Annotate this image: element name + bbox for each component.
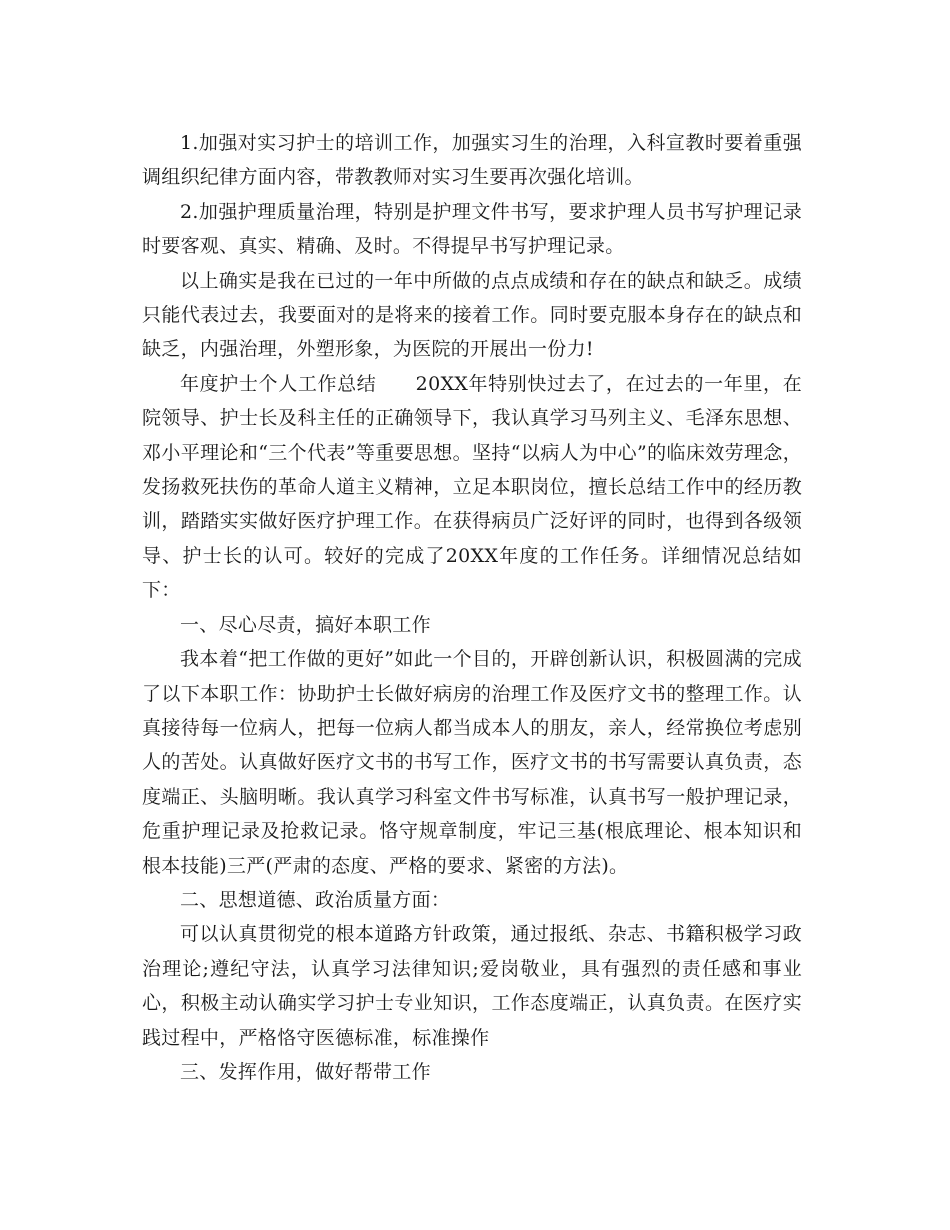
paragraph-duty: 我本着“把工作做的更好”如此一个目的，开辟创新认识，积极圆满的完成了以下本职工作：协助护士长做好病房的治理工作及医疗文书的整理工作。认真接待每一位病人，把每一位病人都当成本人的朋友，亲人，经常换位考虑别人的苦处。认真做好医疗文书的书写工作，医疗文书的书写需要认真负责，态度端正、头脑明晰。我认真学习科室文件书写标准，认真书写一般护理记录，危重护理记录及抢救记录。恪守规章制度，牢记三基(根底理论、根本知识和根本技能)三严(严肃的态度、严格的要求、紧密的方法)。 <box>142 648 802 877</box>
section-heading-duty: 一、尽心尽责，搞好本职工作 <box>180 613 431 636</box>
paragraph-annual-summary: 年度护士个人工作总结 20XX年特别快过去了，在过去的一年里，在院领导、护士长及科主任的正确领导下，我认真学习马列主义、毛泽东思想、邓小平理论和“三个代表”等重要思想。坚持“以病人为中心”的临床效劳理念，发扬救死扶伤的革命人道主义精神，立足本职岗位，擅长总结工作中的经历教训，踏踏实实做好医疗护理工作。在获得病员广泛好评的同时，也得到各级领导、护士长的认可。较好的完成了20XX年度的工作任务。详细情况总结如下： <box>142 372 802 602</box>
section-heading-mentoring: 三、发挥作用，做好帮带工作 <box>180 1060 431 1083</box>
section-heading-ethics: 二、思想道德、政治质量方面： <box>180 888 451 911</box>
paragraph-training: 1.加强对实习护士的培训工作，加强实习生的治理，入科宣教时要着重强调组织纪律方面内容，带教教师对实习生要再次强化培训。 <box>142 132 802 189</box>
paragraph-ethics: 可以认真贯彻党的根本道路方针政策，通过报纸、杂志、书籍积极学习政治理论;遵纪守法，认真学习法律知识;爱岗敬业，具有强烈的责任感和事业心，积极主动认确实学习护士专业知识，工作态度端正，认真负责。在医疗实践过程中，严格恪守医德标准，标准操作 <box>142 923 802 1049</box>
paragraph-quality: 2.加强护理质量治理，特别是护理文件书写，要求护理人员书写护理记录时要客观、真实、精确、及时。不得提早书写护理记录。 <box>142 200 802 258</box>
paragraph-conclusion: 以上确实是我在已过的一年中所做的点点成绩和存在的缺点和缺乏。成绩只能代表过去，我要面对的是将来的接着工作。同时要克服本身存在的缺点和缺乏，内强治理，外塑形象，为医院的开展出一份力! <box>142 269 802 361</box>
document-body <box>142 126 802 1089</box>
